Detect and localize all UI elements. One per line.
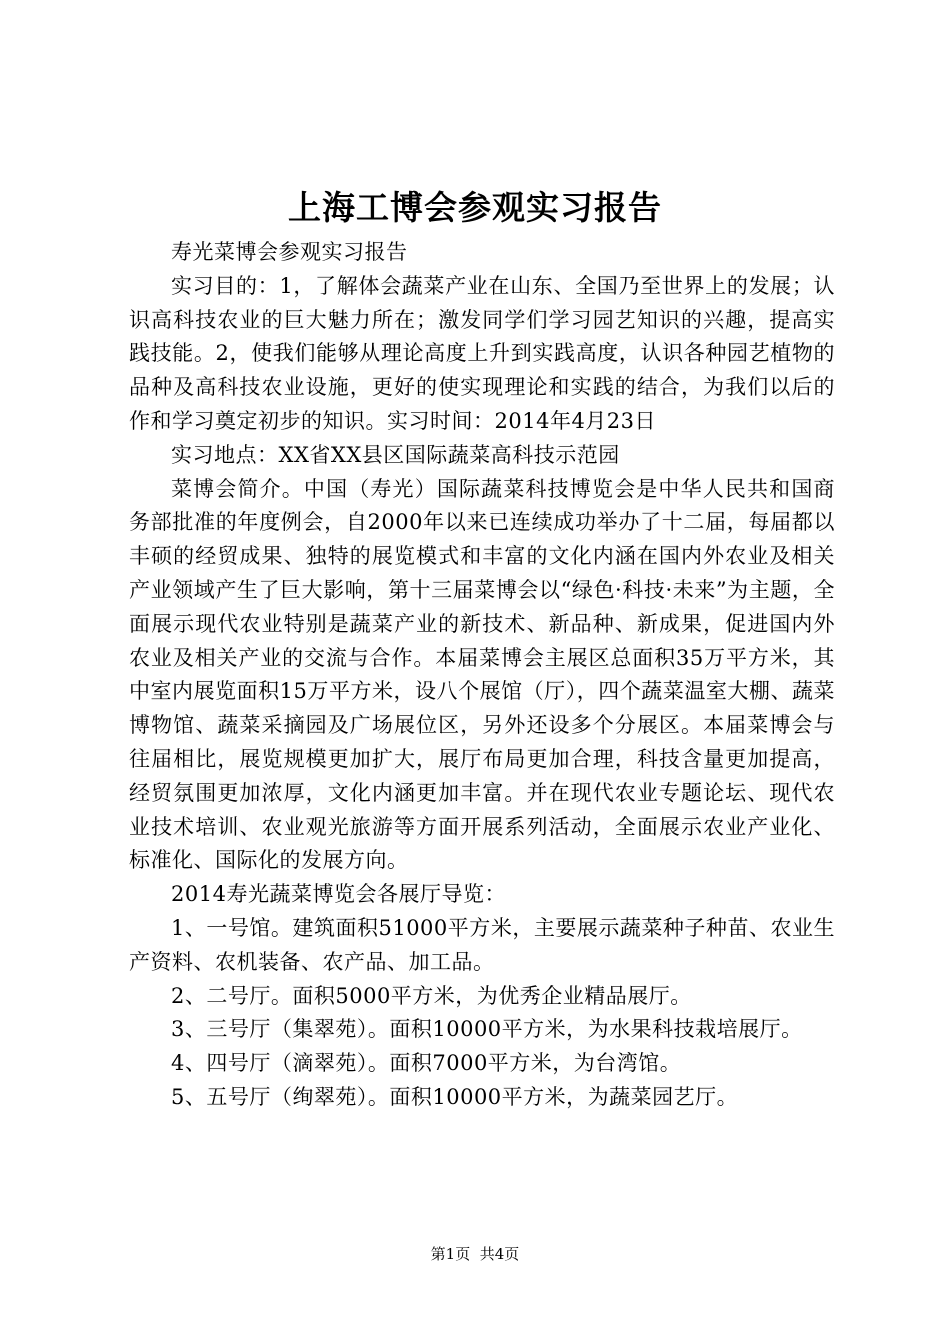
paragraph-introduction: 菜博会简介。中国（寿光）国际蔬菜科技博览会是中华人民共和国商务部批准的年度例会，自2000年以来已连续成功举办了十二届，每届都以丰硕的经贸成果、独特的展览模式和丰富的文化内涵在国内外农业及相关产业领域产生了巨大影响，第十三届菜博会以“绿色·科技·未来”为主题，全面展示现代农业特别是蔬菜产业的新技术、新品种、新成果，促进国内外农业及相关产业的交流与合作。本届菜博会主展区总面积35万平方米，其中室内展览面积15万平方米，设八个展馆（厅），四个蔬菜温室大棚、蔬菜博物馆、蔬菜采摘园及广场展位区，另外还设多个分展区。本届菜博会与往届相比，展览规模更加扩大，展厅布局更加合理，科技含量更加提高，经贸氛围更加浓厚，文化内涵更加丰富。并在现代农业专题论坛、现代农业技术培训、农业观光旅游等方面开展系列活动，全面展示农业产业化、标准化、国际化的发展方向。	[129, 476, 835, 873]
page-footer	[0, 1244, 950, 1264]
page-total: 共4页	[479, 1245, 520, 1263]
paragraph-hall-2: 2、二号厅。面积5000平方米，为优秀企业精品展厅。	[171, 983, 692, 1008]
document-title: 上海工博会参观实习报告	[288, 188, 662, 227]
paragraph-location: 实习地点：XX省XX县区国际蔬菜高科技示范园	[171, 442, 620, 467]
paragraph-hall-4: 4、四号厅（滴翠苑）。面积7000平方米，为台湾馆。	[171, 1051, 682, 1076]
paragraph-hall-3: 3、三号厅（集翠苑）。面积10000平方米，为水果科技栽培展厅。	[171, 1017, 803, 1042]
paragraph-hall-1: 1、一号馆。建筑面积51000平方米，主要展示蔬菜种子种苗、农业生产资料、农机装备、农产品、加工品。	[129, 915, 835, 974]
paragraph-hall-5: 5、五号厅（绚翠苑）。面积10000平方米，为蔬菜园艺厅。	[171, 1084, 739, 1109]
paragraph-guide-heading: 2014寿光蔬菜博览会各展厅导览：	[171, 882, 506, 907]
page-number: 第1页	[430, 1245, 471, 1263]
paragraph-purpose: 实习目的：1，了解体会蔬菜产业在山东、全国乃至世界上的发展；认识高科技农业的巨大魅力所在；激发同学们学习园艺知识的兴趣，提高实践技能。2，使我们能够从理论高度上升到实践高度，认识各种园艺植物的品种及高科技农业设施，更好的使实现理论和实践的结合，为我们以后的作和学习奠定初步的知识。实习时间：2014年4月23日	[129, 273, 835, 433]
document-body	[129, 236, 835, 1115]
paragraph-subtitle: 寿光菜博会参观实习报告	[171, 240, 408, 264]
